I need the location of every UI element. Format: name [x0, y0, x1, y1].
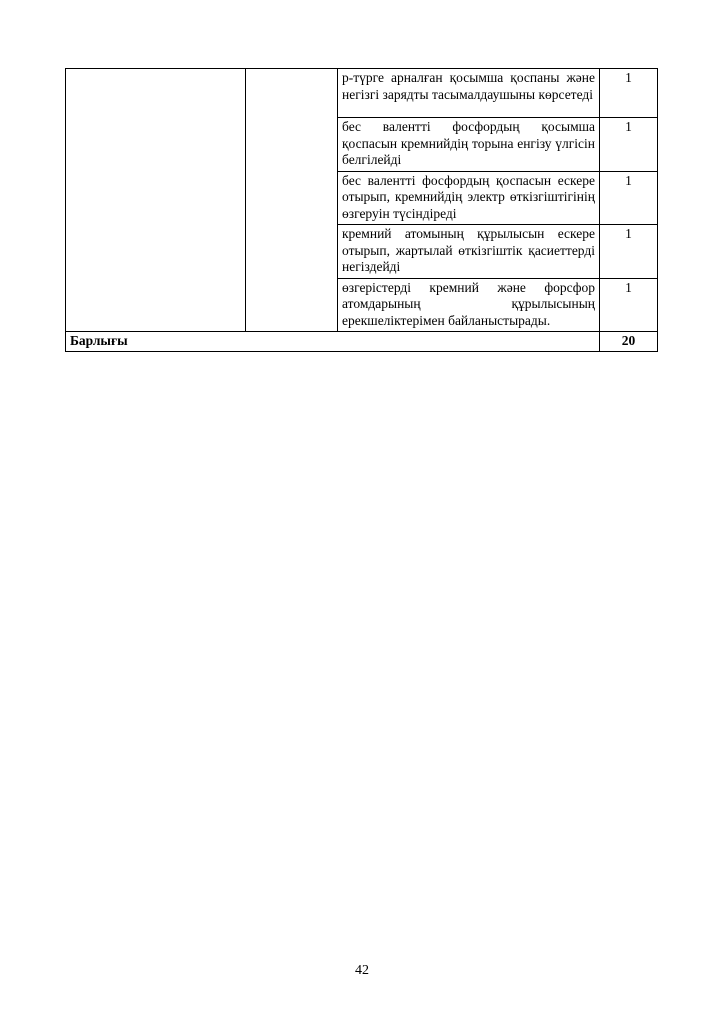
criterion-cell: р-түрге арналған қосымша қоспаны және негізгі зарядты тасымалдаушыны көрсетеді: [338, 69, 600, 118]
merged-empty-cell-a: [66, 69, 246, 332]
page-number: 42: [355, 963, 369, 978]
criterion-cell: бес валентті фосфордың қосымша қоспасын кремнийдің торына енгізу үлгісін белгілейді: [338, 118, 600, 172]
score-cell: 1: [600, 118, 658, 172]
merged-empty-cell-b: [246, 69, 338, 332]
criterion-cell: бес валентті фосфордың қоспасын ескере отырып, кремнийдің электр өткізгіштігінің өзгеруін түсіндіреді: [338, 171, 600, 225]
score-cell: 1: [600, 278, 658, 332]
assessment-table: [65, 68, 658, 352]
total-label: Барлығы: [66, 332, 600, 352]
score-cell: 1: [600, 225, 658, 279]
criterion-cell: өзгерістерді кремний және форсфор атомдарының құрылысының ерекшеліктерімен байланыстырады.: [338, 278, 600, 332]
score-cell: 1: [600, 69, 658, 118]
total-value: 20: [600, 332, 658, 352]
total-row: [66, 332, 658, 352]
table-row: [66, 69, 658, 118]
score-cell: 1: [600, 171, 658, 225]
criterion-cell: кремний атомының құрылысын ескере отырып, жартылай өткізгіштік қасиеттерді негіздейді: [338, 225, 600, 279]
